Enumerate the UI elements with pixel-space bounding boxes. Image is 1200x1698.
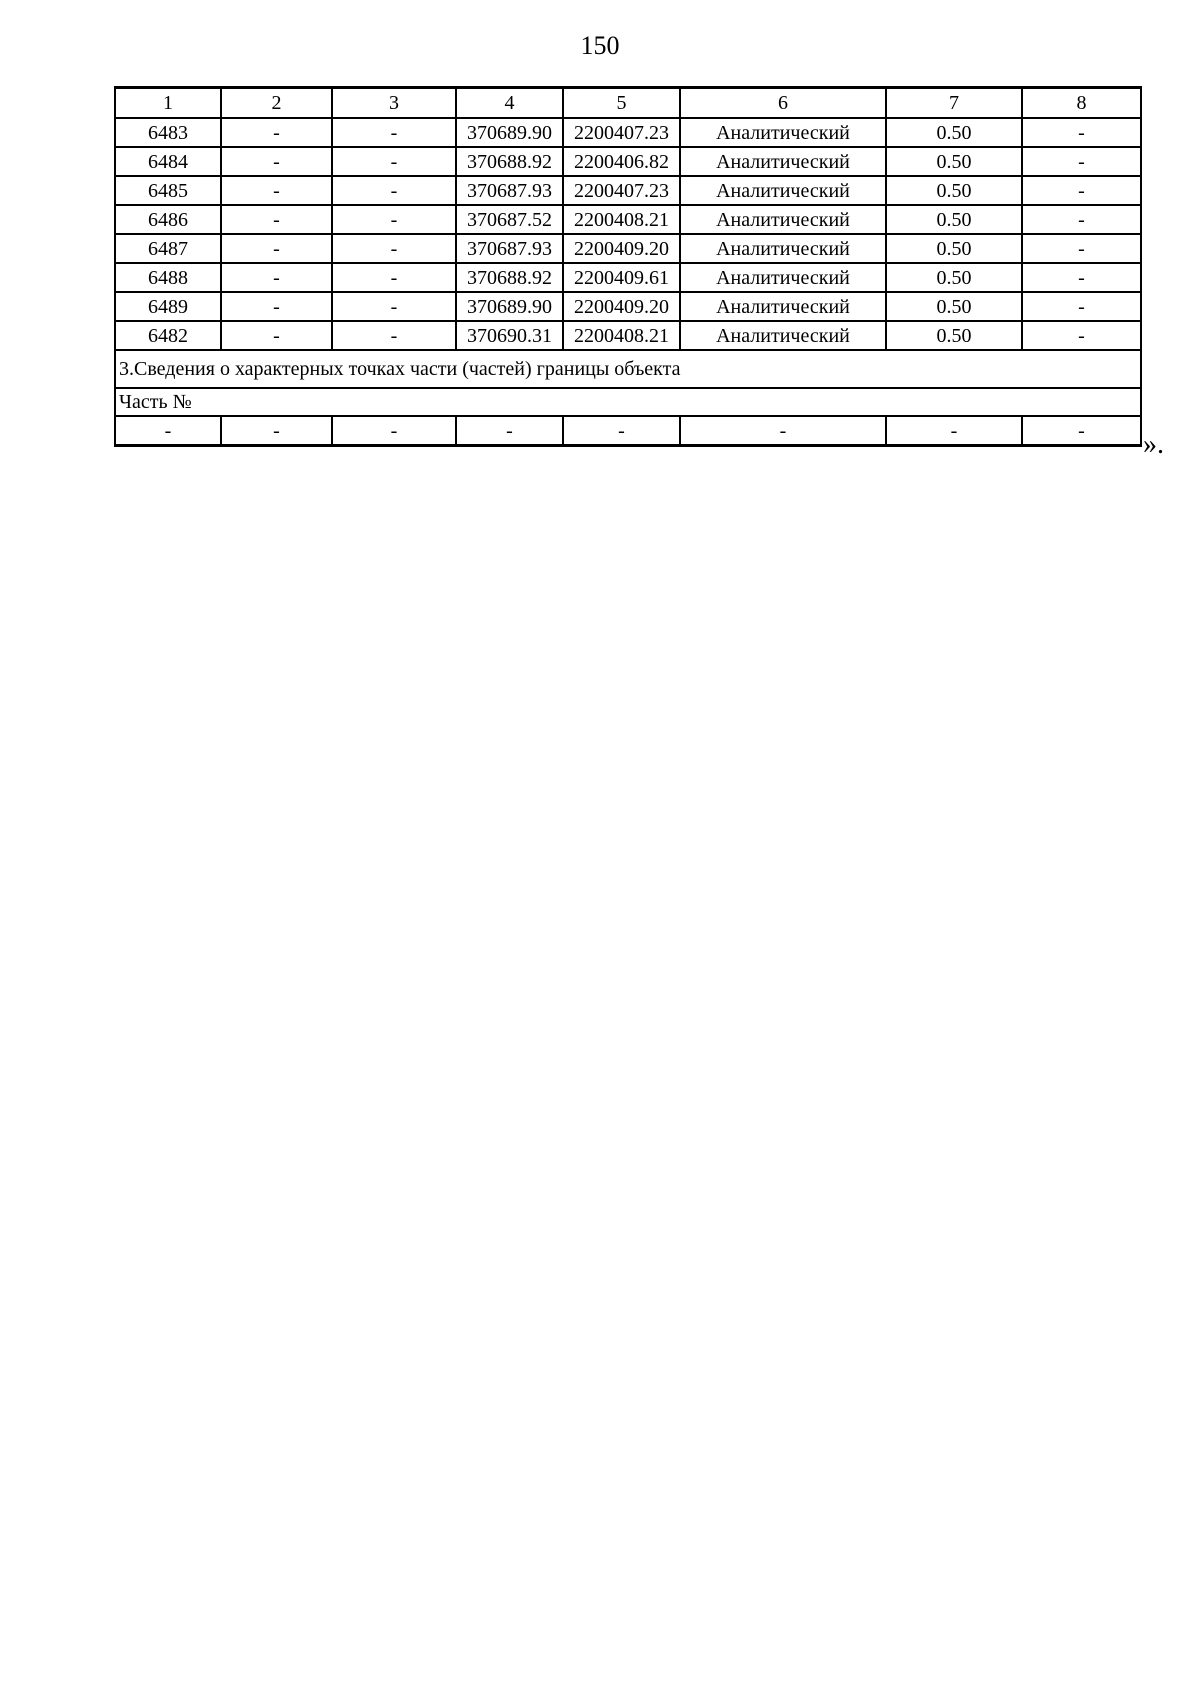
table-cell: - — [1022, 321, 1141, 350]
part-row — [115, 388, 1141, 416]
table-cell: - — [332, 234, 456, 263]
table-cell: Аналитический — [680, 263, 886, 292]
table-cell: - — [332, 147, 456, 176]
table-cell: Аналитический — [680, 118, 886, 147]
header-cell: 3 — [332, 88, 456, 119]
header-cell: 1 — [115, 88, 221, 119]
table-cell: 370688.92 — [456, 147, 563, 176]
table-cell: 6487 — [115, 234, 221, 263]
table-cell: 2200407.23 — [563, 176, 680, 205]
table-cell: 6489 — [115, 292, 221, 321]
coordinates-table-container — [114, 86, 1140, 447]
table-cell: - — [221, 321, 332, 350]
table-cell: 370690.31 — [456, 321, 563, 350]
table-cell: - — [221, 234, 332, 263]
table-cell: 370687.93 — [456, 234, 563, 263]
part-value-cell: - — [886, 416, 1022, 446]
table-row — [115, 205, 1141, 234]
header-cell: 4 — [456, 88, 563, 119]
table-cell: - — [1022, 234, 1141, 263]
coordinates-table — [114, 86, 1142, 447]
part-value-cell: - — [456, 416, 563, 446]
table-row — [115, 321, 1141, 350]
table-cell: 6488 — [115, 263, 221, 292]
table-cell: - — [332, 321, 456, 350]
table-cell: 0.50 — [886, 176, 1022, 205]
table-row — [115, 176, 1141, 205]
table-cell: - — [332, 292, 456, 321]
header-row — [115, 88, 1141, 119]
section-row — [115, 350, 1141, 388]
table-cell: 6483 — [115, 118, 221, 147]
table-cell: 370688.92 — [456, 263, 563, 292]
table-cell: 2200409.20 — [563, 292, 680, 321]
part-label: Часть № — [115, 388, 1141, 416]
table-cell: 370689.90 — [456, 292, 563, 321]
part-value-cell: - — [221, 416, 332, 446]
header-cell: 5 — [563, 88, 680, 119]
table-cell: Аналитический — [680, 321, 886, 350]
table-row — [115, 147, 1141, 176]
table-row — [115, 263, 1141, 292]
table-cell: 370687.52 — [456, 205, 563, 234]
table-cell: 2200406.82 — [563, 147, 680, 176]
table-cell: 0.50 — [886, 263, 1022, 292]
header-cell: 7 — [886, 88, 1022, 119]
table-cell: - — [332, 263, 456, 292]
table-cell: 0.50 — [886, 234, 1022, 263]
part-value-cell: - — [115, 416, 221, 446]
closing-quote: ». — [1143, 429, 1164, 460]
table-cell: Аналитический — [680, 205, 886, 234]
table-cell: - — [1022, 292, 1141, 321]
header-cell: 2 — [221, 88, 332, 119]
table-cell: 0.50 — [886, 321, 1022, 350]
table-cell: - — [1022, 205, 1141, 234]
table-cell: 0.50 — [886, 292, 1022, 321]
table-cell: 6485 — [115, 176, 221, 205]
part-value-cell: - — [332, 416, 456, 446]
part-value-cell: - — [1022, 416, 1141, 446]
table-cell: - — [332, 205, 456, 234]
table-cell: 370689.90 — [456, 118, 563, 147]
table-body — [115, 88, 1141, 446]
header-cell: 8 — [1022, 88, 1141, 119]
table-cell: - — [332, 118, 456, 147]
table-cell: 0.50 — [886, 147, 1022, 176]
table-cell: Аналитический — [680, 234, 886, 263]
table-cell: - — [1022, 147, 1141, 176]
section-title: 3.Сведения о характерных точках части (частей) границы объекта — [115, 350, 1141, 388]
table-cell: 2200408.21 — [563, 321, 680, 350]
table-row — [115, 234, 1141, 263]
table-cell: Аналитический — [680, 176, 886, 205]
table-cell: 2200409.20 — [563, 234, 680, 263]
table-cell: - — [221, 118, 332, 147]
table-cell: - — [1022, 176, 1141, 205]
table-cell: 6484 — [115, 147, 221, 176]
table-cell: 2200407.23 — [563, 118, 680, 147]
part-value-cell: - — [680, 416, 886, 446]
table-cell: 2200409.61 — [563, 263, 680, 292]
part-values-row — [115, 416, 1141, 446]
table-cell: 6482 — [115, 321, 221, 350]
table-cell: 370687.93 — [456, 176, 563, 205]
table-cell: - — [221, 292, 332, 321]
table-cell: Аналитический — [680, 147, 886, 176]
part-value-cell: - — [563, 416, 680, 446]
table-row — [115, 292, 1141, 321]
table-cell: 0.50 — [886, 205, 1022, 234]
table-cell: 0.50 — [886, 118, 1022, 147]
table-cell: - — [1022, 118, 1141, 147]
table-cell: - — [221, 176, 332, 205]
table-cell: - — [332, 176, 456, 205]
table-cell: Аналитический — [680, 292, 886, 321]
table-cell: - — [1022, 263, 1141, 292]
page-number: 150 — [580, 31, 620, 60]
header-cell: 6 — [680, 88, 886, 119]
table-cell: 2200408.21 — [563, 205, 680, 234]
table-row — [115, 118, 1141, 147]
table-cell: - — [221, 263, 332, 292]
table-cell: - — [221, 205, 332, 234]
table-cell: 6486 — [115, 205, 221, 234]
table-cell: - — [221, 147, 332, 176]
